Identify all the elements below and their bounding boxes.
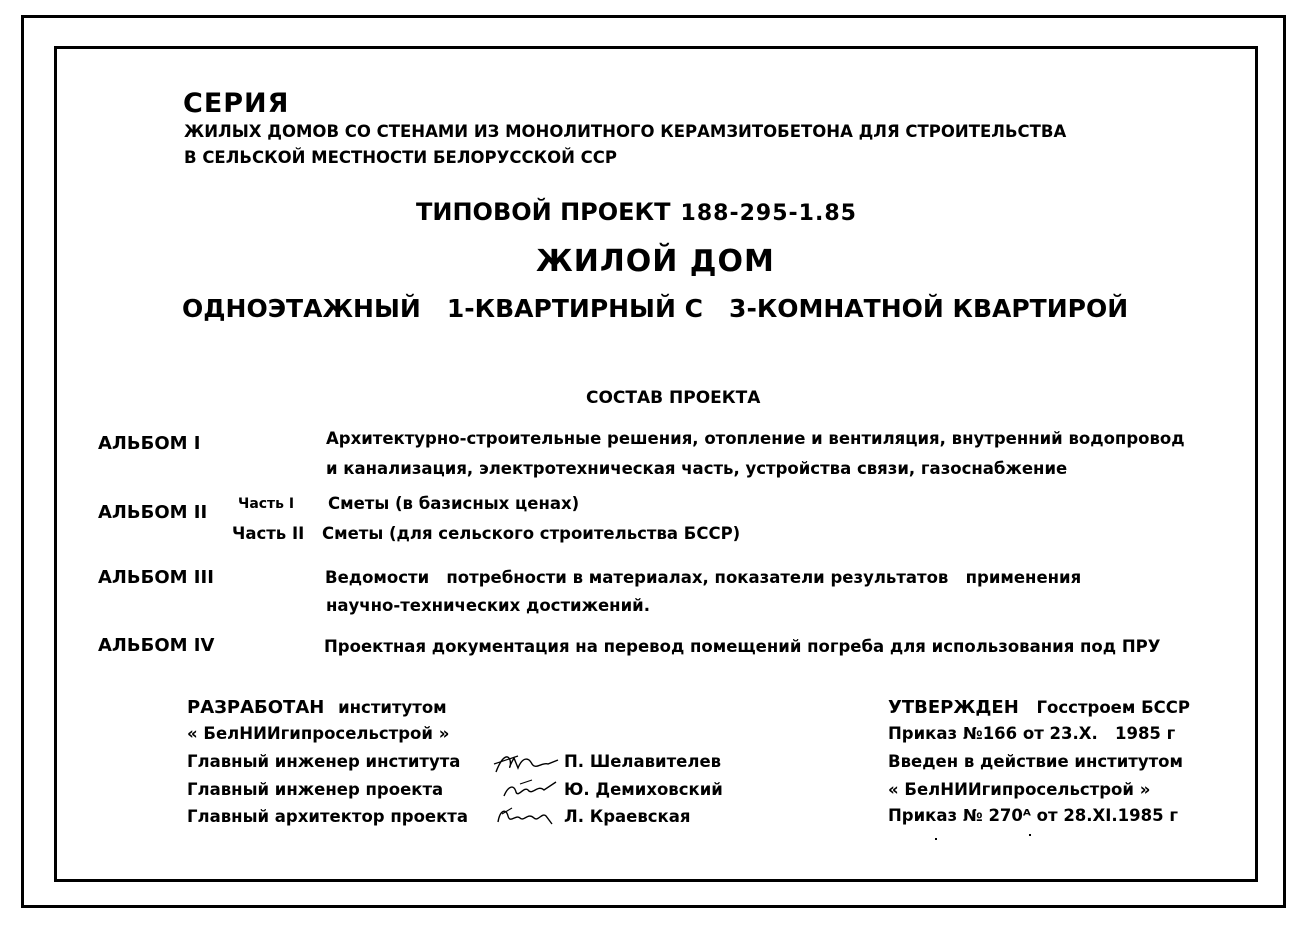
album-2-part-1-text: Сметы (в базисных ценах) — [328, 494, 580, 513]
approval-institute: « БелНИИгипросельстрой » — [888, 780, 1151, 799]
developer-institute: « БелНИИгипросельстрой » — [187, 724, 450, 743]
series-line-2: В СЕЛЬСКОЙ МЕСТНОСТИ БЕЛОРУССКОЙ ССР — [184, 148, 617, 167]
album-4-label: АЛЬБОМ IV — [98, 635, 215, 656]
series-line-1: ЖИЛЫХ ДОМОВ СО СТЕНАМИ ИЗ МОНОЛИТНОГО КЕРАМЗИТОБЕТОНА ДЛЯ СТРОИТЕЛЬСТВА — [184, 122, 1067, 141]
approval-order-2: Приказ № 270ᴬ от 28.XI.1985 г — [888, 806, 1178, 825]
approval-heading-row — [888, 697, 1190, 718]
speck-1 — [935, 838, 937, 840]
developer-role-3: Главный архитектор проекта — [187, 807, 468, 826]
developer-name-1: П. Шелавителев — [564, 752, 722, 771]
album-3-line-1: Ведомости потребности в материалах, показатели результатов применения — [325, 568, 1082, 587]
signature-2-icon — [500, 778, 560, 802]
series-title: СЕРИЯ — [183, 88, 290, 119]
album-2-part-2: Часть II — [232, 524, 305, 543]
project-label: ТИПОВОЙ ПРОЕКТ — [416, 198, 671, 226]
album-3-label: АЛЬБОМ III — [98, 567, 214, 588]
developer-heading-row — [187, 697, 447, 718]
project-label-row — [416, 198, 857, 226]
project-title: ЖИЛОЙ ДОМ — [536, 244, 775, 279]
album-2-part-1: Часть I — [238, 496, 295, 512]
album-1-line-1: Архитектурно-строительные решения, отопление и вентиляция, внутренний водопровод — [326, 429, 1185, 448]
composition-heading: СОСТАВ ПРОЕКТА — [586, 388, 761, 408]
album-2-part-2-text: Сметы (для сельского строительства БССР) — [322, 524, 741, 543]
album-4-line-1: Проектная документация на перевод помещений погреба для использования под ПРУ — [324, 637, 1161, 656]
signature-3-icon — [494, 804, 560, 830]
developer-role-2: Главный инженер проекта — [187, 780, 444, 799]
approval-order-1: Приказ №166 от 23.Х. 1985 г — [888, 724, 1176, 743]
speck-2 — [1029, 834, 1031, 836]
developer-role-1: Главный инженер института — [187, 752, 461, 771]
album-3-line-2: научно-технических достижений. — [326, 596, 650, 615]
album-1-label: АЛЬБОМ I — [98, 433, 201, 454]
project-number: 188-295-1.85 — [680, 201, 857, 226]
developer-heading: РАЗРАБОТАН — [187, 697, 325, 718]
developer-heading-suffix: институтом — [338, 698, 447, 717]
album-1-line-2: и канализация, электротехническая часть, устройства связи, газоснабжение — [326, 459, 1068, 478]
approval-heading-suffix: Госстроем БССР — [1036, 698, 1190, 717]
project-subtitle: ОДНОЭТАЖНЫЙ 1-КВАРТИРНЫЙ С 3-КОМНАТНОЙ КВАРТИРОЙ — [182, 294, 1129, 323]
approval-heading: УТВЕРЖДЕН — [888, 697, 1019, 718]
developer-name-2: Ю. Демиховский — [564, 780, 723, 799]
signature-1-icon — [492, 750, 562, 776]
approval-introduced: Введен в действие институтом — [888, 752, 1183, 771]
developer-name-3: Л. Краевская — [564, 807, 691, 826]
album-2-label: АЛЬБОМ II — [98, 502, 208, 523]
